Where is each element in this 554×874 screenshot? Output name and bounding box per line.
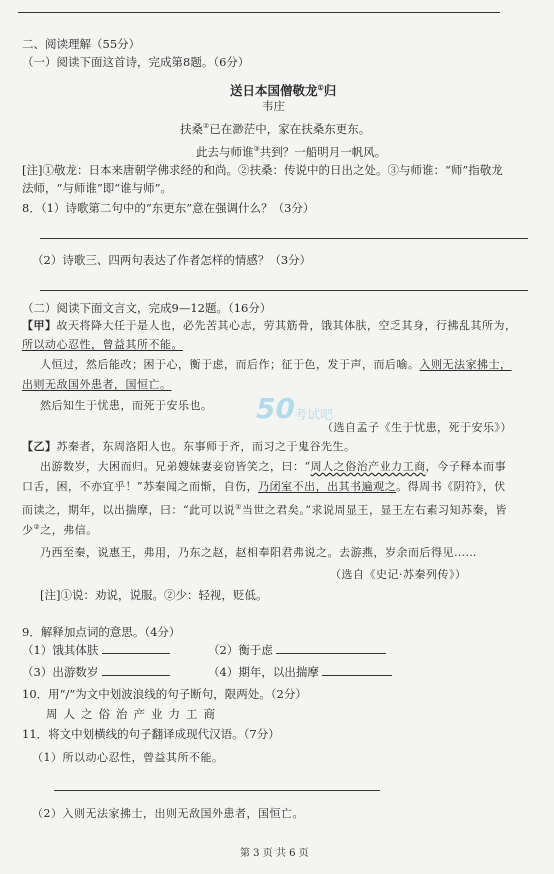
jia-label: 【甲】 bbox=[22, 319, 57, 332]
yi-line-5 bbox=[22, 519, 98, 539]
yi-l1: 苏秦者，东周洛阳人也。东事师于齐，而习之于鬼谷先生。 bbox=[56, 440, 356, 453]
yi-label: 【乙】 bbox=[22, 440, 57, 453]
yi-l5b: 之，弗信。 bbox=[40, 523, 98, 537]
poem-instruction: （一）阅读下面这首诗，完成第8题。（6分） bbox=[22, 55, 250, 69]
yi-l2b-wavy: 周人之俗治产业力工商 bbox=[310, 460, 426, 473]
q9-blank-2[interactable] bbox=[276, 643, 386, 654]
question-10-sentence[interactable]: 周人之俗治产业力工商 bbox=[46, 707, 221, 721]
poem-author: 韦庄 bbox=[262, 99, 285, 113]
q9-item3-text: （3）出游数岁 bbox=[22, 665, 99, 679]
question-10-title: 10．用“/”为文中划波浪线的句子断句，限两处。（2分） bbox=[22, 687, 307, 701]
question-11-item-2: （2）入则无法家拂士，出则无敌国外患者，国恒亡。 bbox=[32, 807, 304, 820]
poem-line-2 bbox=[196, 141, 386, 160]
q9-item2-text: （2）衡于虑 bbox=[208, 643, 273, 657]
classical-instruction: （二）阅读下面文言文，完成9—12题。（16分） bbox=[22, 301, 272, 315]
poem-line-1-note: ② bbox=[203, 122, 210, 130]
question-11-title: 11．将文中划横线的句子翻译成现代汉语。（7分） bbox=[22, 727, 280, 741]
jia-p2-line-1 bbox=[40, 357, 512, 373]
jia-source: （选自孟子《生于忧患，死于安乐》） bbox=[322, 421, 512, 434]
answer-line-11-1[interactable] bbox=[54, 790, 380, 791]
yi-l2a: 出游数岁，大困而归。兄弟嫂妹妻妾窃皆笑之，曰：“ bbox=[40, 460, 311, 473]
yi-note: [注]①说：劝说，说服。②少：轻视，贬低。 bbox=[40, 588, 268, 602]
question-9-item-2 bbox=[208, 642, 386, 658]
jia-p2-l1b: 入则无法家拂士， bbox=[419, 358, 512, 371]
poem-note-line-1: [注]①敬龙：日本来唐朝学佛求经的和尚。②扶桑：传说中的日出之处。③与师谁：“师”指敬龙 bbox=[22, 163, 503, 177]
question-9-item-1 bbox=[22, 642, 170, 658]
poem-title-note: ① bbox=[317, 83, 324, 92]
yi-line-3 bbox=[22, 479, 506, 495]
poem-line-2-b: 共到？一船明月一帆风。 bbox=[259, 144, 387, 159]
jia-p1-l1: 故天将降大任于是人也，必先苦其心志，劳其筋骨，饿其体肤，空乏其身，行拂乱其所为， bbox=[56, 319, 517, 332]
poem-line-1-b: 已在渺茫中，家在扶桑东更东。 bbox=[209, 121, 371, 136]
poem-title-tail: 归 bbox=[323, 83, 337, 99]
poem-line-1-a: 扶桑 bbox=[180, 121, 203, 136]
question-11-item-1: （1）所以动心忍性，曾益其所不能。 bbox=[32, 751, 224, 764]
yi-l3a: 口舌，困，不亦宜乎！”苏秦闻之而惭，自伤， bbox=[22, 480, 259, 493]
question-8-1: 8．（1）诗歌第二句中的“东更东”意在强调什么？（3分） bbox=[22, 201, 315, 215]
q9-blank-1[interactable] bbox=[102, 643, 170, 654]
top-rule bbox=[18, 12, 500, 13]
yi-line-4 bbox=[22, 499, 507, 519]
yi-l5-note: ② bbox=[33, 523, 41, 531]
yi-l3b: 乃闭室不出，出其书遍观之 bbox=[258, 480, 397, 493]
poem-title bbox=[230, 80, 336, 99]
yi-source: （选自《史记·苏秦列传》） bbox=[330, 568, 467, 581]
yi-line-1 bbox=[22, 439, 356, 455]
question-8-2: （2）诗歌三、四两句表达了作者怎样的情感？（3分） bbox=[32, 253, 312, 267]
jia-p2-l1a: 人恒过，然后能改；困于心，衡于虑，而后作；征于色，发于声，而后喻。 bbox=[40, 358, 420, 371]
page-footer: 第 3 页 共 6 页 bbox=[240, 848, 309, 859]
poem-line-2-note: ③ bbox=[253, 145, 260, 153]
q9-item1-text: （1）饿其体肤 bbox=[22, 643, 99, 657]
q9-blank-4[interactable] bbox=[322, 665, 392, 676]
poem-line-1 bbox=[180, 118, 370, 137]
poem-title-text: 送日本国僧敬龙 bbox=[230, 83, 318, 99]
jia-p1-l2: 所以动心忍性，曾益其所不能。 bbox=[22, 338, 183, 351]
yi-l5a: 少 bbox=[22, 523, 34, 537]
watermark-text: 考试吧 bbox=[294, 408, 334, 423]
question-9-item-3 bbox=[22, 664, 170, 680]
question-9-item-4 bbox=[208, 664, 392, 680]
question-9-title: 9．解释加点词的意思。（4分） bbox=[22, 625, 181, 639]
jia-p3: 然后知生于忧患，而死于安乐也。 bbox=[40, 399, 213, 412]
answer-line-8-1[interactable] bbox=[40, 238, 528, 239]
yi-l6: 乃西至秦，说惠王，弗用，乃东之赵，赵相奉阳君弗说之。去游燕，岁余而后得见…… bbox=[40, 546, 477, 559]
yi-line-2 bbox=[40, 459, 506, 475]
yi-l2c: ，今子释本而事 bbox=[425, 460, 507, 473]
yi-l4a: 而读之，期年，以出揣摩，曰：“此可以说 bbox=[22, 503, 236, 517]
jia-p2-l2: 出则无敌国外患者，国恒亡。 bbox=[22, 378, 172, 391]
watermark-number: 50 bbox=[256, 392, 295, 425]
jia-line-1 bbox=[22, 318, 517, 334]
q9-item4-text: （4）期年，以出揣摩 bbox=[208, 665, 319, 679]
yi-l3c: 。得周书《阴符》，伏 bbox=[396, 480, 506, 493]
answer-line-8-2[interactable] bbox=[40, 290, 528, 291]
poem-note-line-2: 法师，“与师谁”即“谁与师”。 bbox=[22, 181, 173, 195]
q9-blank-3[interactable] bbox=[102, 665, 170, 676]
yi-l4-note: ① bbox=[235, 503, 242, 511]
section-title: 二、阅读理解（55分） bbox=[22, 37, 141, 51]
poem-line-2-a: 此去与师谁 bbox=[196, 144, 254, 159]
yi-l4b: 当世之君矣。”求说周显王，显王左右素习知苏秦，皆 bbox=[241, 503, 508, 517]
